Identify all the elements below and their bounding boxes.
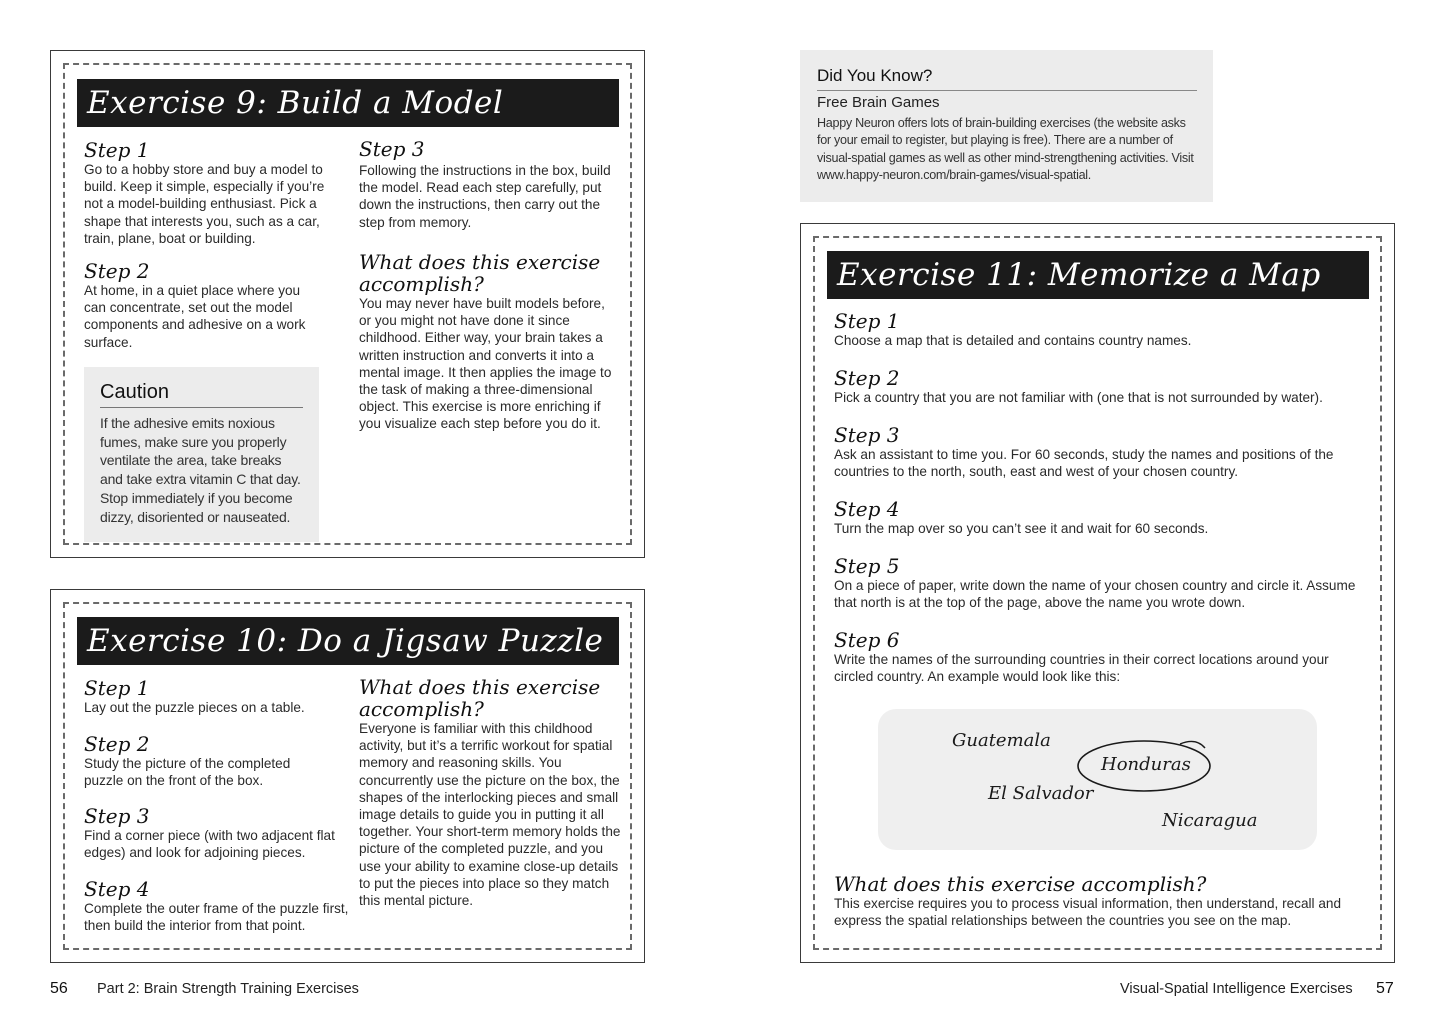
exercise-10-card (50, 589, 645, 963)
did-you-know-title: Did You Know? (817, 66, 933, 85)
did-you-know-box (800, 50, 1213, 202)
step-text: Choose a map that is detailed and contains country names. (834, 333, 1192, 348)
left-running-footer: Part 2: Brain Strength Training Exercises (97, 981, 359, 997)
what-heading: What does this exercise accomplish? (359, 250, 601, 296)
divider (100, 407, 303, 408)
ex9-step-3 (359, 138, 611, 231)
ex11-step-1 (834, 310, 1364, 349)
caution-text: If the adhesive emits noxious fumes, make sure you properly ventilate the area, take breaks and take extra vitamin C that day. Stop immediately if you become dizzy, disoriented or nauseated. (100, 415, 301, 525)
ex10-step-1 (84, 677, 344, 716)
ex11-step-5 (834, 555, 1364, 611)
ex10-step-2 (84, 733, 324, 789)
step-text: Write the names of the surrounding countries in their correct locations around your circled country. An example would look like this: (834, 652, 1329, 685)
map-label-south: Nicaragua (1162, 810, 1258, 831)
map-label-west: El Salvador (988, 783, 1094, 804)
step-heading: Step 3 (359, 137, 425, 161)
what-text: You may never have built models before, or you might not have done it since childhood. Either way, your brain takes a written instruction and converts it into a mental image. It then applies the image to the task of making a three-dimensional object. This exercise is more enriching if you visualize each step before you do it. (359, 296, 612, 432)
step-heading: Step 4 (84, 877, 150, 901)
caution-box (84, 367, 319, 542)
ex9-what (359, 251, 613, 433)
step-heading: Step 5 (834, 554, 900, 578)
exercise-11-card (800, 223, 1395, 963)
ex11-step-2 (834, 367, 1374, 406)
ex11-step-6 (834, 629, 1358, 685)
ex10-step-4 (84, 878, 354, 934)
exercise-10-title: Exercise 10: Do a Jigsaw Puzzle (77, 617, 619, 665)
step-text: On a piece of paper, write down the name of your chosen country and circle it. Assume that north is at the top of the page, above the name you wrote down. (834, 578, 1356, 611)
map-label-north: Guatemala (952, 730, 1051, 751)
ex10-what (359, 676, 621, 909)
map-label-center: Honduras (1101, 754, 1191, 775)
ex11-step-3 (834, 424, 1362, 480)
left-page-number: 56 (50, 980, 68, 997)
step-text: Turn the map over so you can’t see it and wait for 60 seconds. (834, 521, 1209, 536)
ex10-step-3 (84, 805, 346, 861)
step-text: Ask an assistant to time you. For 60 seconds, study the names and positions of the countries to the north, south, east and west of your chosen country. (834, 447, 1334, 480)
what-heading: What does this exercise accomplish? (834, 872, 1207, 896)
step-text: Following the instructions in the box, build the model. Read each step carefully, put down the instructions, then carry out the step from memory. (359, 163, 611, 230)
divider (817, 90, 1197, 91)
exercise-9-card (50, 50, 645, 558)
step-heading: Step 3 (84, 804, 150, 828)
step-heading: Step 3 (834, 423, 900, 447)
ex9-step-1 (84, 139, 334, 247)
step-heading: Step 4 (834, 497, 900, 521)
step-heading: Step 2 (84, 732, 150, 756)
what-text: This exercise requires you to process visual information, then understand, recall and express the spatial relationships between the countries you see on the map. (834, 896, 1342, 929)
step-text: Pick a country that you are not familiar with (one that is not surrounded by water). (834, 390, 1323, 405)
step-text: At home, in a quiet place where you can concentrate, set out the model components and adhesive on a work surface. (84, 283, 306, 350)
right-page-number: 57 (1376, 980, 1394, 997)
step-heading: Step 2 (84, 259, 150, 283)
step-heading: Step 6 (834, 628, 900, 652)
step-text: Find a corner piece (with two adjacent flat edges) and look for adjoining pieces. (84, 828, 335, 861)
step-text: Complete the outer frame of the puzzle first, then build the interior from that point. (84, 901, 349, 934)
ex11-what (834, 873, 1366, 929)
example-map (878, 709, 1317, 850)
ex9-step-2 (84, 260, 320, 351)
did-you-know-subtitle: Free Brain Games (817, 94, 940, 111)
ex11-step-4 (834, 498, 1362, 537)
step-heading: Step 1 (84, 138, 150, 162)
step-text: Study the picture of the completed puzzle on the front of the box. (84, 756, 291, 789)
step-heading: Step 1 (84, 676, 150, 700)
did-you-know-text: Happy Neuron offers lots of brain-building exercises (the website asks for your email to register, but playing is free). There are a number of visual-spatial games as well as other mind-strengthening activities. Visit www.happy-neuron.com/brain-games/visual-spatial. (817, 116, 1194, 183)
step-heading: Step 2 (834, 366, 900, 390)
exercise-11-title: Exercise 11: Memorize a Map (827, 251, 1369, 299)
step-text: Lay out the puzzle pieces on a table. (84, 700, 305, 715)
what-text: Everyone is familiar with this childhood activity, but it’s a terrific workout for spatial memory and reasoning skills. You concurrently use the picture on the box, the shapes of the interlocking pieces and small image details to guide you in putting it all together. Your short-term memory holds the picture of the completed puzzle, and you use your ability to examine close-up details to put the pieces into place so they match this mental picture. (359, 721, 621, 909)
step-heading: Step 1 (834, 309, 900, 333)
right-running-footer: Visual-Spatial Intelligence Exercises (1120, 981, 1353, 997)
exercise-9-title: Exercise 9: Build a Model (77, 79, 619, 127)
what-heading: What does this exercise accomplish? (359, 675, 601, 721)
step-text: Go to a hobby store and buy a model to build. Keep it simple, especially if you’re not a model-building enthusiast. Pick a shape that interests you, such as a car, train, plane, boat or building. (84, 162, 325, 246)
caution-title: Caution (100, 381, 169, 403)
